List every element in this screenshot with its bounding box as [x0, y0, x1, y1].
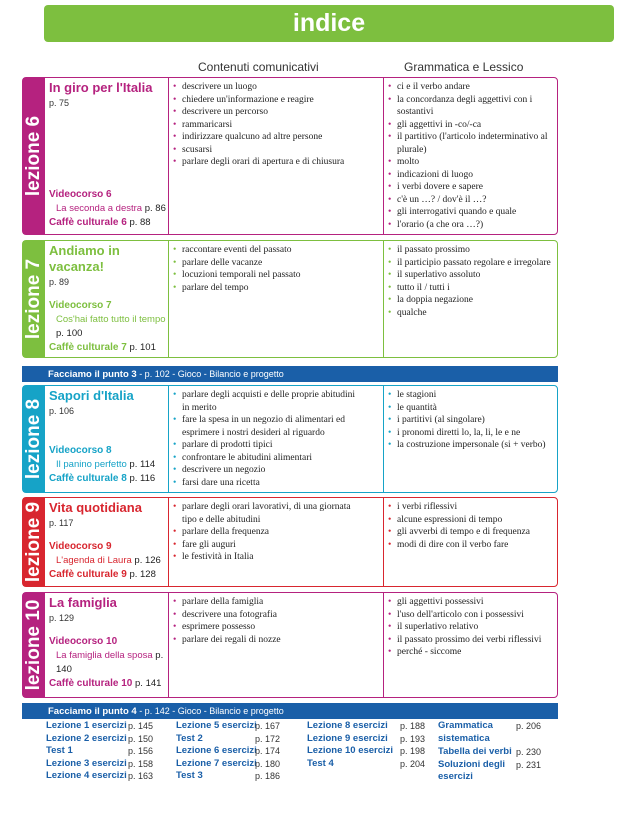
cafe-page: p. 116 — [129, 473, 156, 484]
lesson-tab — [23, 386, 45, 492]
grammar-item: • il participio passato regolare e irregolare — [388, 257, 554, 270]
appendix-entry-title: Lezione 7 esercizi — [176, 757, 257, 769]
appendix-entry-page: p. 180 — [255, 758, 281, 769]
grammar-item: • la doppia negazione — [388, 294, 554, 307]
appendix-entry-page: p. 150 — [128, 733, 154, 744]
grammar-item: • gli aggettivi in -co/-ca — [388, 119, 554, 132]
communicative-item: • farsi dare una ricetta — [173, 477, 363, 490]
video-course — [49, 635, 169, 691]
communicative-item: • parlare dei regali di nozze — [173, 634, 363, 647]
grammar-list — [383, 241, 558, 357]
video-title: La seconda a destra — [56, 203, 143, 214]
appendix-entry[interactable] — [46, 720, 154, 733]
grammar-item: • indicazioni di luogo — [388, 169, 554, 182]
grammar-item: • i partitivi (al singolare) — [388, 414, 554, 427]
appendix-column — [438, 720, 542, 785]
lesson-tab — [23, 593, 45, 697]
appendix-entry-title: Test 3 — [176, 770, 203, 781]
appendix-entry-page: p. 206 — [516, 721, 542, 731]
cafe-label: Caffè culturale 9 — [49, 569, 127, 580]
appendix-entry[interactable] — [176, 745, 281, 758]
appendix-column — [307, 720, 426, 770]
communicative-item: • confrontare le abitudini alimentari — [173, 452, 363, 465]
appendix-entry[interactable] — [176, 732, 281, 746]
appendix-entry-title: Lezione 6 esercizi — [176, 745, 257, 756]
cafe-label: Caffè culturale 7 — [49, 342, 127, 353]
lesson-tab-label: lezione 7 — [23, 258, 44, 340]
appendix-entry[interactable] — [46, 770, 154, 783]
lesson-tab — [23, 498, 45, 586]
lesson-page: p. 75 — [49, 98, 70, 108]
communicative-item: • descrivere un negozio — [173, 464, 363, 477]
appendix-entry-title: Test 2 — [176, 732, 203, 744]
lesson-block — [22, 240, 558, 358]
communicative-item: • fare gli auguri — [173, 539, 363, 552]
lesson-tab — [23, 241, 45, 357]
lesson-title: In giro per l'Italia — [49, 80, 153, 95]
appendix-entry-title: Tabella dei verbi — [438, 746, 512, 757]
appendix-entry[interactable] — [307, 745, 426, 758]
strip-text: - p. 102 - Gioco - Bilancio e progetto — [136, 369, 284, 379]
communicative-item: • parlare della famiglia — [173, 596, 363, 609]
appendix-entry-page: p. 156 — [128, 746, 154, 756]
grammar-item: • c'è un …? / dov'è il …? — [388, 194, 554, 207]
communicative-list — [168, 498, 367, 586]
grammar-item: • gli interrogativi quando e quale — [388, 206, 554, 219]
video-course — [49, 299, 169, 355]
appendix-entry-title: Test 4 — [307, 757, 334, 769]
video-title: Cos'hai fatto tutto il tempo — [56, 314, 166, 325]
appendix-entry[interactable] — [307, 757, 426, 771]
communicative-item: • esprimere possesso — [173, 621, 363, 634]
appendix-entry-page: p. 231 — [516, 759, 542, 770]
grammar-item: • modi di dire con il verbo fare — [388, 539, 554, 552]
lesson-block — [22, 592, 558, 698]
communicative-item: • descrivere un luogo — [173, 81, 363, 94]
appendix-entry[interactable] — [176, 720, 281, 733]
video-label: Videocorso 7 — [49, 300, 112, 311]
appendix-entry[interactable] — [438, 720, 542, 746]
video-course — [49, 540, 169, 582]
lesson-tab-label: lezione 10 — [23, 599, 44, 691]
cafe-page: p. 101 — [129, 342, 156, 353]
appendix-entry[interactable] — [176, 757, 281, 771]
grammar-item: • i verbi riflessivi — [388, 501, 554, 514]
page-title: indice — [44, 5, 614, 42]
video-label: Videocorso 9 — [49, 541, 112, 552]
appendix-entry-title: Lezione 10 esercizi — [307, 745, 394, 756]
appendix-entry[interactable] — [307, 732, 426, 746]
lesson-tab-label: lezione 6 — [23, 115, 44, 197]
grammar-list — [383, 498, 558, 586]
grammar-item: • molto — [388, 156, 554, 169]
cafe-page: p. 88 — [129, 217, 151, 228]
grammar-item: • qualche — [388, 307, 554, 320]
grammar-item: • il passato prossimo — [388, 244, 554, 257]
appendix-entry-title: Soluzioni degli esercizi — [438, 758, 506, 782]
video-label: Videocorso 8 — [49, 445, 112, 456]
lesson-title: Sapori d'Italia — [49, 388, 134, 403]
appendix-entry-page: p. 163 — [128, 771, 154, 781]
cafe-label: Caffè culturale 6 — [49, 217, 127, 228]
strip-label: Facciamo il punto 3 — [48, 369, 137, 380]
video-page: p. 140 — [56, 650, 164, 675]
lesson-page: p. 106 — [49, 406, 75, 416]
grammar-item: • le stagioni — [388, 389, 554, 402]
strip-text: - p. 142 - Gioco - Bilancio e progetto — [136, 706, 284, 716]
video-page: p. 126 — [134, 555, 161, 566]
appendix-entry-title: Lezione 2 esercizi — [46, 732, 127, 744]
lesson-block — [22, 385, 558, 493]
video-page: p. 100 — [56, 328, 83, 339]
cafe-page: p. 128 — [129, 569, 156, 580]
cafe-label: Caffè culturale 8 — [49, 473, 127, 484]
video-page: p. 86 — [144, 203, 166, 214]
grammar-item: • gli aggettivi possessivi — [388, 596, 554, 609]
review-strip-3 — [22, 366, 558, 382]
appendix-entry-page: p. 172 — [255, 733, 281, 744]
appendix-entry-page: p. 193 — [400, 733, 426, 744]
appendix-entry-page: p. 145 — [128, 721, 154, 731]
column-header-grammar: Grammatica e Lessico — [404, 60, 524, 74]
appendix-entry[interactable] — [438, 746, 542, 759]
communicative-item: • descrivere un percorso — [173, 106, 363, 119]
appendix-entry-page: p. 186 — [255, 771, 281, 781]
grammar-item: • l'orario (a che ora …?) — [388, 219, 554, 232]
appendix-entry[interactable] — [46, 732, 154, 746]
lesson-tab-label: lezione 8 — [23, 398, 44, 480]
strip-label: Facciamo il punto 4 — [48, 706, 137, 717]
communicative-list — [168, 593, 367, 697]
appendix-entry-page: p. 230 — [516, 747, 542, 757]
communicative-item: • descrivere una fotografia — [173, 609, 363, 622]
appendix-entry[interactable] — [46, 757, 154, 771]
appendix-entry-title: Lezione 5 esercizi — [176, 720, 257, 731]
grammar-item: • tutto il / tutti i — [388, 282, 554, 295]
appendix-entry-title: Grammatica sistematica — [438, 720, 493, 744]
communicative-item: • parlare degli orari di apertura e di chiusura — [173, 156, 363, 169]
video-course — [49, 188, 169, 230]
grammar-item: • il partitivo (l'articolo indeterminativo al plurale) — [388, 131, 554, 156]
communicative-list — [168, 386, 367, 492]
communicative-item: • parlare di prodotti tipici — [173, 439, 363, 452]
grammar-item: • le quantità — [388, 402, 554, 415]
appendix-entry-page: p. 167 — [255, 721, 281, 731]
communicative-item: • raccontare eventi del passato — [173, 244, 363, 257]
communicative-item: • fare la spesa in un negozio di alimentari ed esprimere i nostri desideri al riguardo — [173, 414, 363, 439]
appendix-entry-page: p. 198 — [400, 746, 426, 756]
column-header-communicative: Contenuti comunicativi — [198, 60, 319, 74]
appendix-entry-page: p. 174 — [255, 746, 281, 756]
communicative-list — [168, 78, 367, 234]
communicative-item: • parlare della frequenza — [173, 526, 363, 539]
video-course — [49, 444, 169, 486]
grammar-item: • i pronomi diretti lo, la, li, le e ne — [388, 427, 554, 440]
video-title: La famiglia della sposa — [56, 650, 153, 661]
grammar-item: • la concordanza degli aggettivi con i sostantivi — [388, 94, 554, 119]
grammar-item: • alcune espressioni di tempo — [388, 514, 554, 527]
communicative-item: • parlare delle vacanze — [173, 257, 363, 270]
communicative-item: • rammaricarsi — [173, 119, 363, 132]
appendix-entry-title: Lezione 1 esercizi — [46, 720, 127, 731]
grammar-item: • perché - siccome — [388, 646, 554, 659]
lesson-tab-label: lezione 9 — [23, 501, 44, 583]
cafe-label: Caffè culturale 10 — [49, 678, 133, 689]
appendix-column — [46, 720, 154, 783]
grammar-item: • il superlativo assoluto — [388, 269, 554, 282]
grammar-item: • il superlativo relativo — [388, 621, 554, 634]
communicative-item: • chiedere un'informazione e reagire — [173, 94, 363, 107]
appendix-column — [176, 720, 281, 783]
video-label: Videocorso 6 — [49, 189, 112, 200]
communicative-list — [168, 241, 367, 357]
communicative-item: • le festività in Italia — [173, 551, 363, 564]
video-label: Videocorso 10 — [49, 636, 118, 647]
review-strip-4 — [22, 703, 558, 719]
grammar-item: • il passato prossimo dei verbi riflessivi — [388, 634, 554, 647]
appendix-entry[interactable] — [176, 770, 281, 783]
appendix-entry-title: Test 1 — [46, 745, 73, 756]
lesson-title: Vita quotidiana — [49, 500, 142, 515]
lesson-page: p. 89 — [49, 277, 70, 287]
video-page: p. 114 — [129, 459, 156, 470]
grammar-list — [383, 593, 558, 697]
lesson-title: La famiglia — [49, 595, 117, 610]
grammar-list — [383, 78, 558, 234]
grammar-item: • la costruzione impersonale (si + verbo) — [388, 439, 554, 452]
lesson-page: p. 129 — [49, 613, 75, 623]
appendix-entry[interactable] — [307, 720, 426, 733]
lesson-title: Andiamo in vacanza! — [49, 243, 120, 274]
appendix-entry-page: p. 188 — [400, 721, 426, 731]
communicative-item: • locuzioni temporali nel passato — [173, 269, 363, 282]
grammar-list — [383, 386, 558, 492]
communicative-item: • parlare degli acquisti e delle proprie abitudini in merito — [173, 389, 363, 414]
lesson-tab — [23, 78, 45, 234]
grammar-item: • ci e il verbo andare — [388, 81, 554, 94]
appendix-entry-title: Lezione 4 esercizi — [46, 770, 127, 781]
appendix-entry-title: Lezione 9 esercizi — [307, 732, 388, 744]
grammar-item: • l'uso dell'articolo con i possessivi — [388, 609, 554, 622]
grammar-item: • gli avverbi di tempo e di frequenza — [388, 526, 554, 539]
cafe-page: p. 141 — [135, 678, 162, 689]
communicative-item: • indirizzare qualcuno ad altre persone — [173, 131, 363, 144]
communicative-item: • parlare del tempo — [173, 282, 363, 295]
appendix-entry-page: p. 158 — [128, 758, 154, 769]
appendix-entry[interactable] — [438, 758, 542, 785]
communicative-item: • scusarsi — [173, 144, 363, 157]
video-title: L'agenda di Laura — [56, 555, 132, 566]
communicative-item: • parlare degli orari lavorativi, di una giornata tipo e delle abitudini — [173, 501, 363, 526]
video-title: Il panino perfetto — [56, 459, 127, 470]
grammar-item: • i verbi dovere e sapere — [388, 181, 554, 194]
lesson-block — [22, 497, 558, 587]
lesson-block — [22, 77, 558, 235]
lesson-page: p. 117 — [49, 518, 74, 528]
appendix-entry-title: Lezione 8 esercizi — [307, 720, 388, 731]
appendix-entry-page: p. 204 — [400, 758, 426, 769]
appendix-entry-title: Lezione 3 esercizi — [46, 757, 127, 769]
appendix-entry[interactable] — [46, 745, 154, 758]
